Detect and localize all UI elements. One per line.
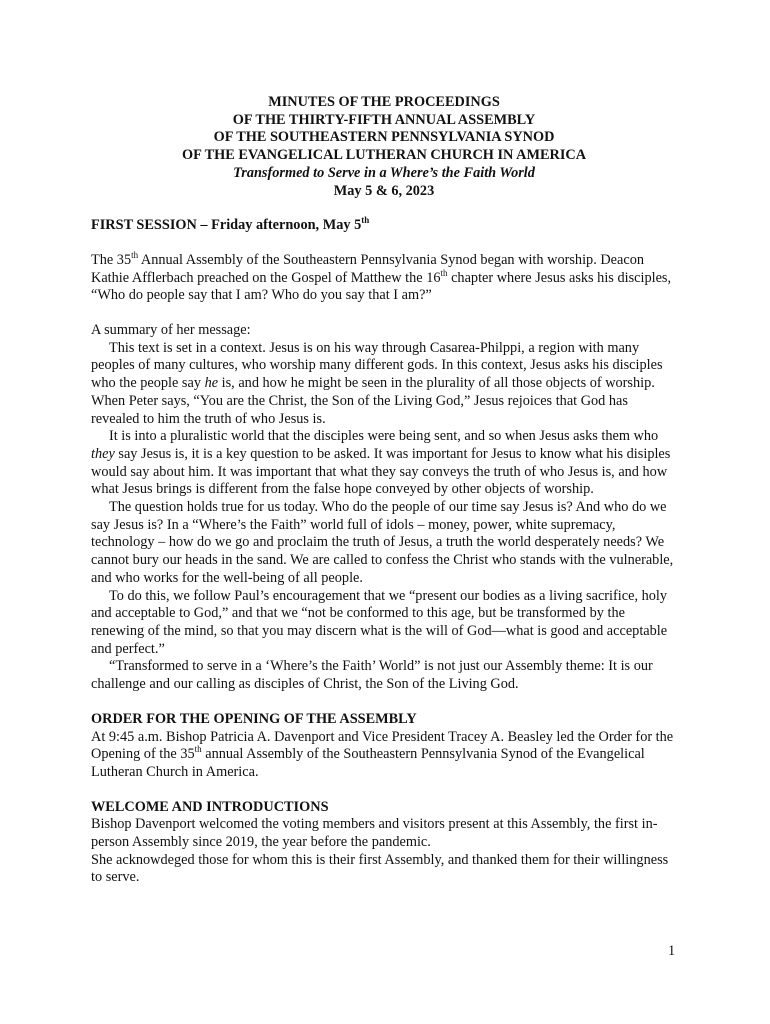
sermon-paragraph-4: To do this, we follow Paul’s encouragement that we “present our bodies as a living sacrifice, holy and acceptable to God,” and that we “not be conformed to this age, but be transformed by the renewing of the mind, so that you may discern what is the will of God—what is good and acceptable and perfect.”	[91, 587, 668, 657]
title-line-4: OF THE EVANGELICAL LUTHERAN CHURCH IN AMERICA	[181, 147, 587, 164]
welcome-heading: WELCOME AND INTRODUCTIONS	[91, 798, 329, 815]
summary-label: A summary of her message:	[91, 322, 251, 339]
sermon-paragraph-3: The question holds true for us today. Who do the people of our time say Jesus is? And who do we say Jesus is? In a “Where’s the Faith” world full of idols – money, power, white supremacy, technology – how do we go and proclaim the truth of Jesus, a truth the world desperately needs? We cannot bury our heads in the sand. We are called to confess the Christ who stands with the vulnerable, and who works for the well-being of all people.	[91, 499, 674, 586]
welcome-text-1: Bishop Davenport welcomed the voting members and visitors present at this Assembly, the first in-person Assembly since 2019, the year before the pandemic.	[91, 816, 658, 851]
order-opening-text: At 9:45 a.m. Bishop Patricia A. Davenport and Vice President Tracey A. Beasley led the Order for the Opening of the 35th annual Assembly of the Southeastern Pennsylvania Synod of the Evangelical Lutheran Church in America.	[91, 728, 674, 780]
title-line-3: OF THE SOUTHEASTERN PENNSYLVANIA SYNOD	[213, 129, 555, 146]
sermon-paragraph-1: This text is set in a context. Jesus is on his way through Casarea-Philppi, a region with many peoples of many cultures, who worship many different gods. In this context, Jesus asks his disciples who the people say he is, and how he might be seen in the plurality of all those objects of worship. When Peter says, “You are the Christ, the Son of the Living God,” Jesus rejoices that God has revealed to him the truth of who Jesus is.	[91, 339, 663, 427]
intro-paragraph: The 35th Annual Assembly of the Southeastern Pennsylvania Synod began with worship. Deacon Kathie Afflerbach preached on the Gospel of Matthew the 16th chapter where Jesus asks his disciples, “Who do people say that I am? Who do you say that I am?”	[91, 250, 672, 304]
sermon-paragraph-2: It is into a pluralistic world that the disciples were being sent, and so when Jesus asks them who they say Jesus is, it is a key question to be asked. It was important for Jesus to know what his disiples would say about him. It was important that what they say conveys the truth of who Jesus is, and how what Jesus brings is different from the false hope conveyed by other objects of worship.	[91, 428, 671, 498]
page-number: 1	[668, 943, 676, 959]
welcome-text-2: She acknowdeged those for whom this is their first Assembly, and thanked them for their willingness to serve.	[91, 851, 669, 886]
assembly-dates: May 5 & 6, 2023	[333, 182, 435, 199]
title-line-2: OF THE THIRTY-FIFTH ANNUAL ASSEMBLY	[232, 111, 536, 128]
order-opening-heading: ORDER FOR THE OPENING OF THE ASSEMBLY	[91, 710, 417, 727]
assembly-theme: Transformed to Serve in a Where’s the Faith World	[233, 164, 535, 181]
title-line-1: MINUTES OF THE PROCEEDINGS	[268, 94, 500, 110]
first-session-heading: FIRST SESSION – Friday afternoon, May 5th	[91, 215, 370, 234]
document-header	[91, 94, 677, 200]
document-page	[91, 94, 677, 887]
sermon-paragraph-5: “Transformed to serve in a ‘Where’s the Faith’ World” is not just our Assembly theme: It is our challenge and our calling as disciples of Christ, the Son of the Living God.	[91, 658, 653, 693]
